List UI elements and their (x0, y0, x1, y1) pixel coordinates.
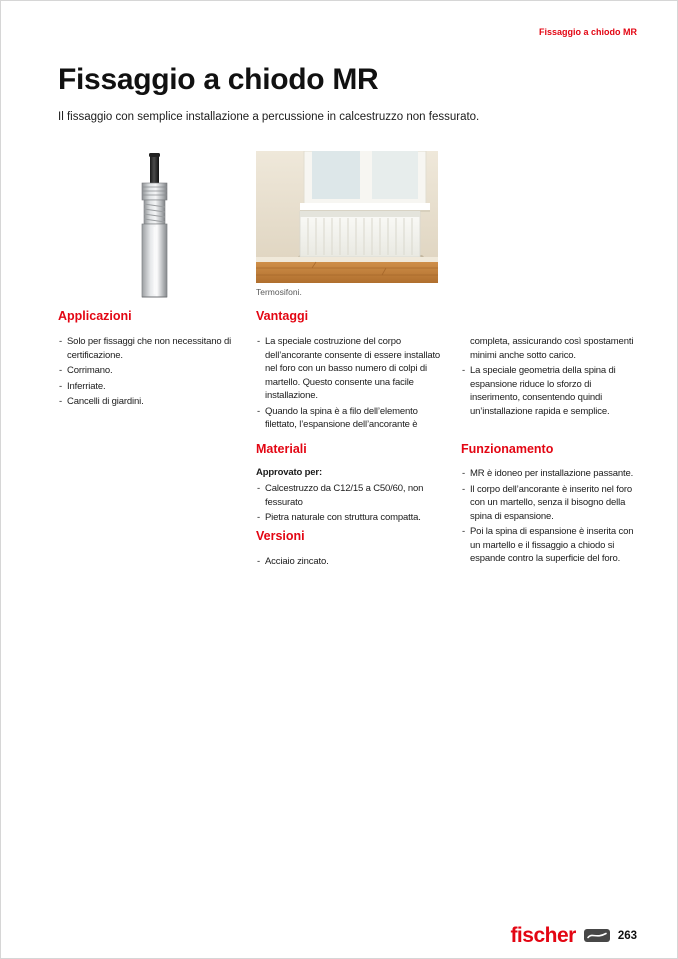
running-header: Fissaggio a chiodo MR (538, 27, 637, 37)
list-item: - Acciaio zincato. (256, 555, 448, 569)
section-title-vantaggi: Vantaggi (256, 309, 309, 323)
section-title-materiali: Materiali (256, 442, 307, 456)
list-item: - Inferriate. (58, 380, 244, 394)
list-item: - Il corpo dell’ancorante è inserito nel foro con un martello, senza il bisogno della spina di espansione. (461, 483, 639, 524)
list-item: - Cancelli di giardini. (58, 395, 244, 409)
fischer-logo-icon (584, 929, 610, 942)
section-title-versioni: Versioni (256, 529, 305, 543)
list-item: - Calcestruzzo da C12/15 a C50/60, non fessurato (256, 482, 448, 509)
section-title-applicazioni: Applicazioni (58, 309, 132, 323)
section-title-funzionamento: Funzionamento (461, 442, 554, 456)
versioni-list (256, 555, 448, 571)
applicazioni-list (58, 335, 244, 411)
nail-anchor-product-image (119, 151, 189, 301)
list-item: - Poi la spina di espansione è inserita con un martello e il fissaggio a chiodo si espande contro la superficie del foro. (461, 525, 639, 566)
page-title: Fissaggio a chiodo MR (58, 63, 379, 96)
materiali-list (256, 482, 448, 527)
list-item: - MR è idoneo per installazione passante. (461, 467, 639, 481)
page-number: 263 (617, 929, 637, 942)
radiator-under-window-photo (256, 151, 438, 283)
list-item: - Quando la spina è a filo dell’elemento filettato, l’espansione dell’ancorante è (256, 405, 448, 432)
vantaggi-list (256, 335, 448, 434)
photo-caption: Termosifoni. (256, 287, 302, 297)
list-item: - Corrimano. (58, 364, 244, 378)
page-subtitle: Il fissaggio con semplice installazione a percussione in calcestruzzo non fessurato. (58, 111, 480, 123)
vantaggi-continuation-text: completa, assicurando così spostamenti minimi anche sotto carico. (470, 336, 634, 361)
list-item: - Solo per fissaggi che non necessitano di certificazione. (58, 335, 244, 362)
funzionamento-list (461, 467, 639, 568)
vantaggi-list-right (461, 364, 639, 418)
page-footer (510, 925, 637, 946)
list-item: - Pietra naturale con struttura compatta. (256, 511, 448, 525)
list-item: - La speciale geometria della spina di espansione riduce lo sforzo di inserimento, consentendo quindi un’installazione rapida e semplice. (461, 364, 639, 418)
fischer-logo-text: fischer (510, 924, 576, 947)
vantaggi-continuation-block (461, 335, 639, 420)
materiali-subheading: Approvato per: (256, 467, 322, 478)
list-item: - La speciale costruzione del corpo dell’ancorante consente di essere installato nel foro con un basso numero di colpi di martello. Questo consente una facile installazione. (256, 335, 448, 403)
